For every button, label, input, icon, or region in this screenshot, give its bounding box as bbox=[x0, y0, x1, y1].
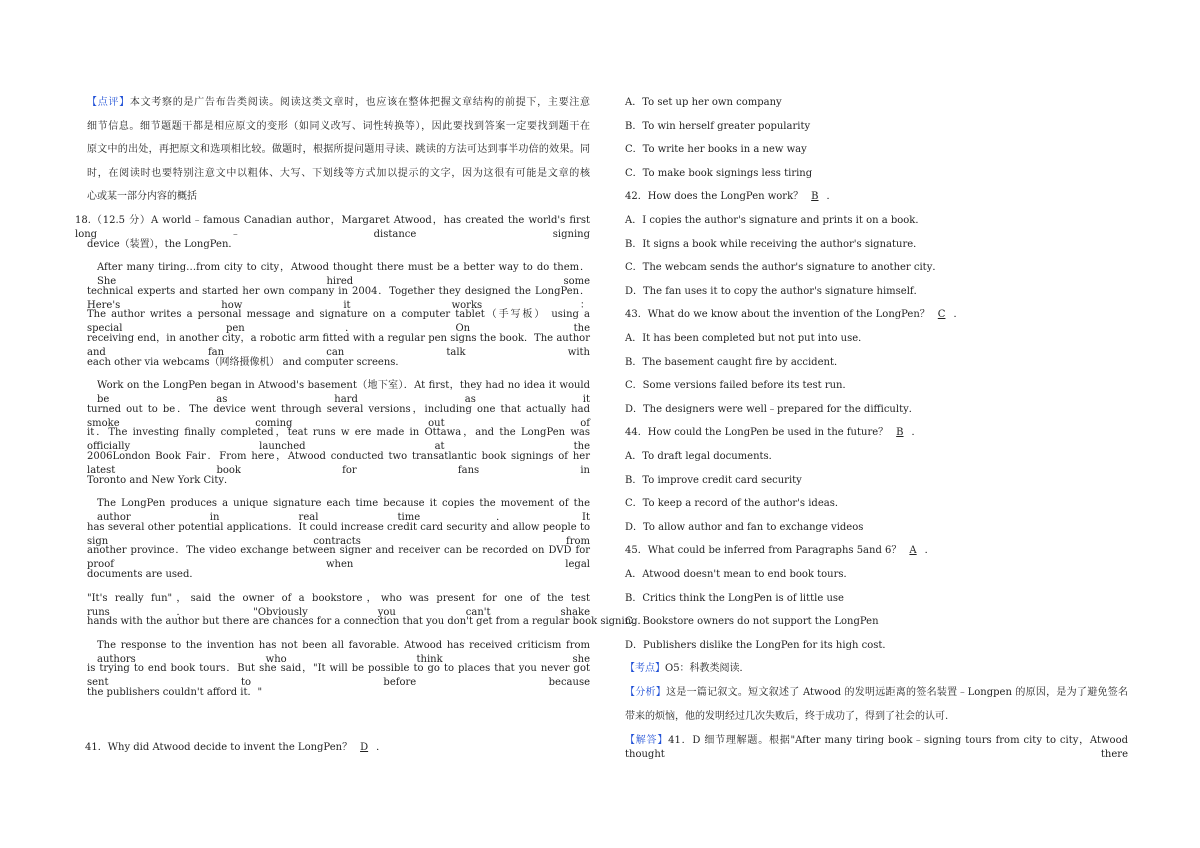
q45-stem: 45．What could be inferred from Paragraphs 5and 6？ A ． bbox=[625, 545, 935, 556]
comment-line-4: 时，在阅读时也要特别注意文中以粗体、大写、下划线等方式加以提示的文字，因为这很有可能是文章的核 bbox=[87, 168, 590, 179]
kaodian-line: 【考点】O5：科教类阅读． bbox=[625, 663, 750, 674]
fenxi-line-1: 【分析】这是一篇记叙文。短文叙述了 Atwood 的发明远距离的签名装置﹣Longpen 的原因，是为了避免签名 bbox=[625, 687, 1128, 698]
q41-answer: D bbox=[360, 742, 369, 753]
q18-line-16: documents are used． bbox=[87, 569, 200, 580]
q42-option-b: B．It signs a book while receiving the author's signature． bbox=[625, 239, 924, 250]
q41-option-d: C．To make book signings less tiring bbox=[625, 168, 813, 179]
q18-line-1: 18.（12.5 分）A world﹣famous Canadian author，Margaret Atwood，has created the world's first long﹣distance signing bbox=[75, 215, 590, 240]
q18-line-4: technical experts and started her own company in 2004．Together they designed the LongPen．Here's how it works： bbox=[87, 286, 590, 311]
q41-stem: 41．Why did Atwood decide to invent the LongPen？ D ． bbox=[85, 742, 387, 753]
q18-line-18: hands with the author but there are chances for a connection that you don't get from a regular book signing． bbox=[87, 616, 648, 627]
q18-line-17: "It's really fun"，said the owner of a bookstore，who was present for one of the test runs．"Obviously you can't shake bbox=[87, 593, 590, 618]
q18-line-6: receiving end，in another city，a robotic arm fitted with a regular pen signs the book．The author and fan can talk with bbox=[87, 333, 590, 358]
q42-answer: B bbox=[811, 191, 819, 202]
q18-line-19: The response to the invention has not been all favorable. Atwood has received criticism from authors who think she bbox=[97, 640, 590, 665]
jieda-line: 【解答】41．D 细节理解题。根据"After many tiring book﹣signing tours from city to city，Atwood thought there bbox=[625, 735, 1128, 760]
q18-line-5: The author writes a personal message and signature on a computer tablet（手写板） using a special pen．On the bbox=[87, 309, 590, 334]
q41-option-b: B．To win herself greater popularity bbox=[625, 121, 811, 132]
q43-answer: C bbox=[937, 309, 946, 320]
q18-line-13: The LongPen produces a unique signature each time because it copies the movement of the author in real time．It bbox=[97, 498, 590, 523]
q43-option-d: D．The designers were well﹣prepared for the difficulty． bbox=[625, 404, 919, 415]
q43-option-c: C．Some versions failed before its test run． bbox=[625, 380, 853, 391]
comment-tag: 【点评】 bbox=[87, 97, 130, 108]
q44-option-d: D．To allow author and fan to exchange videos bbox=[625, 522, 864, 533]
comment-line-5: 心或某一部分内容的概括 bbox=[87, 191, 197, 202]
q42-stem: 42．How does the LongPen work？ B ． bbox=[625, 191, 837, 202]
comment-line-1: 【点评】本文考察的是广告布告类阅读。阅读这类文章时，也应该在整体把握文章结构的前提下，主要注意 bbox=[87, 97, 591, 108]
q43-stem: 43．What do we know about the invention of the LongPen？ C ． bbox=[625, 309, 964, 320]
q18-line-12: Toronto and New York City． bbox=[87, 475, 235, 486]
q42-option-c: C．The webcam sends the author's signature to another city． bbox=[625, 262, 943, 273]
q18-line-21: the publishers couldn't afford it．" bbox=[87, 687, 263, 698]
q45-option-c: C．Bookstore owners do not support the LongPen bbox=[625, 616, 879, 627]
q45-option-a: A．Atwood doesn't mean to end book tours． bbox=[625, 569, 854, 580]
q43-option-b: B．The basement caught fire by accident． bbox=[625, 357, 844, 368]
q18-line-14: has several other potential applications．It could increase credit card security and allow people to sign contracts from bbox=[87, 522, 590, 547]
jieda-tag: 【解答】 bbox=[625, 735, 669, 746]
q44-option-c: C．To keep a record of the author's ideas． bbox=[625, 498, 845, 509]
kaodian-tag: 【考点】 bbox=[625, 663, 665, 674]
q44-option-a: A．To draft legal documents． bbox=[625, 451, 779, 462]
q41-option-a: A．To set up her own company bbox=[625, 97, 782, 108]
q43-option-a: A．It has been completed but not put into use． bbox=[625, 333, 869, 344]
q41-option-c: C．To write her books in a new way bbox=[625, 144, 807, 155]
q45-option-d: D．Publishers dislike the LongPen for its high cost． bbox=[625, 640, 893, 651]
q44-stem: 44．How could the LongPen be used in the future？ B ． bbox=[625, 427, 922, 438]
q18-line-9: turned out to be．The device went through several versions，including one that actually had smoke coming out of bbox=[87, 404, 590, 429]
comment-line-3: 原文中的出处，再把原文和选项相比较。做题时，根据所提问题用寻读、跳读的方法可达到事半功倍的效果。同 bbox=[87, 144, 590, 155]
comment-line-2: 细节信息。细节题题干都是相应原文的变形（如同义改写、词性转换等），因此要找到答案一定要找到题干在 bbox=[87, 121, 590, 132]
q18-line-20: is trying to end book tours．But she said，"It will be possible to go to places that you never got sent to before because bbox=[87, 663, 590, 688]
q18-line-2: device（装置），the LongPen． bbox=[87, 239, 239, 250]
q44-answer: B bbox=[896, 427, 904, 438]
q18-line-8: Work on the LongPen began in Atwood's basement（地下室）．At first，they had no idea it would be as hard as it bbox=[97, 380, 590, 405]
fenxi-line-2: 带来的烦恼，他的发明经过几次失败后，终于成功了，得到了社会的认可. bbox=[625, 711, 949, 722]
fenxi-tag: 【分析】 bbox=[625, 687, 667, 698]
q18-line-10: it．The investing finally completed，teat runs w ere made in Ottawa，and the LongPen was officially launched at the bbox=[87, 427, 590, 452]
q45-answer: A bbox=[909, 545, 917, 556]
q42-option-a: A．I copies the author's signature and prints it on a book． bbox=[625, 215, 926, 226]
q45-option-b: B．Critics think the LongPen is of little use bbox=[625, 593, 844, 604]
q42-option-d: D．The fan uses it to copy the author's signature himself． bbox=[625, 286, 924, 297]
q18-line-7: each other via webcams（网络摄像机） and computer screens． bbox=[87, 357, 406, 368]
q18-line-3: After many tiring…from city to city，Atwood thought there must be a better way to do them．She hired some bbox=[97, 262, 590, 287]
q44-option-b: B．To improve credit card security bbox=[625, 475, 802, 486]
q18-line-11: 2006London Book Fair．From here，Atwood conducted two transatlantic book signings of her latest book for fans in bbox=[87, 451, 590, 476]
q18-line-15: another province．The video exchange between signer and receiver can be recorded on DVD for proof when legal bbox=[87, 545, 590, 570]
